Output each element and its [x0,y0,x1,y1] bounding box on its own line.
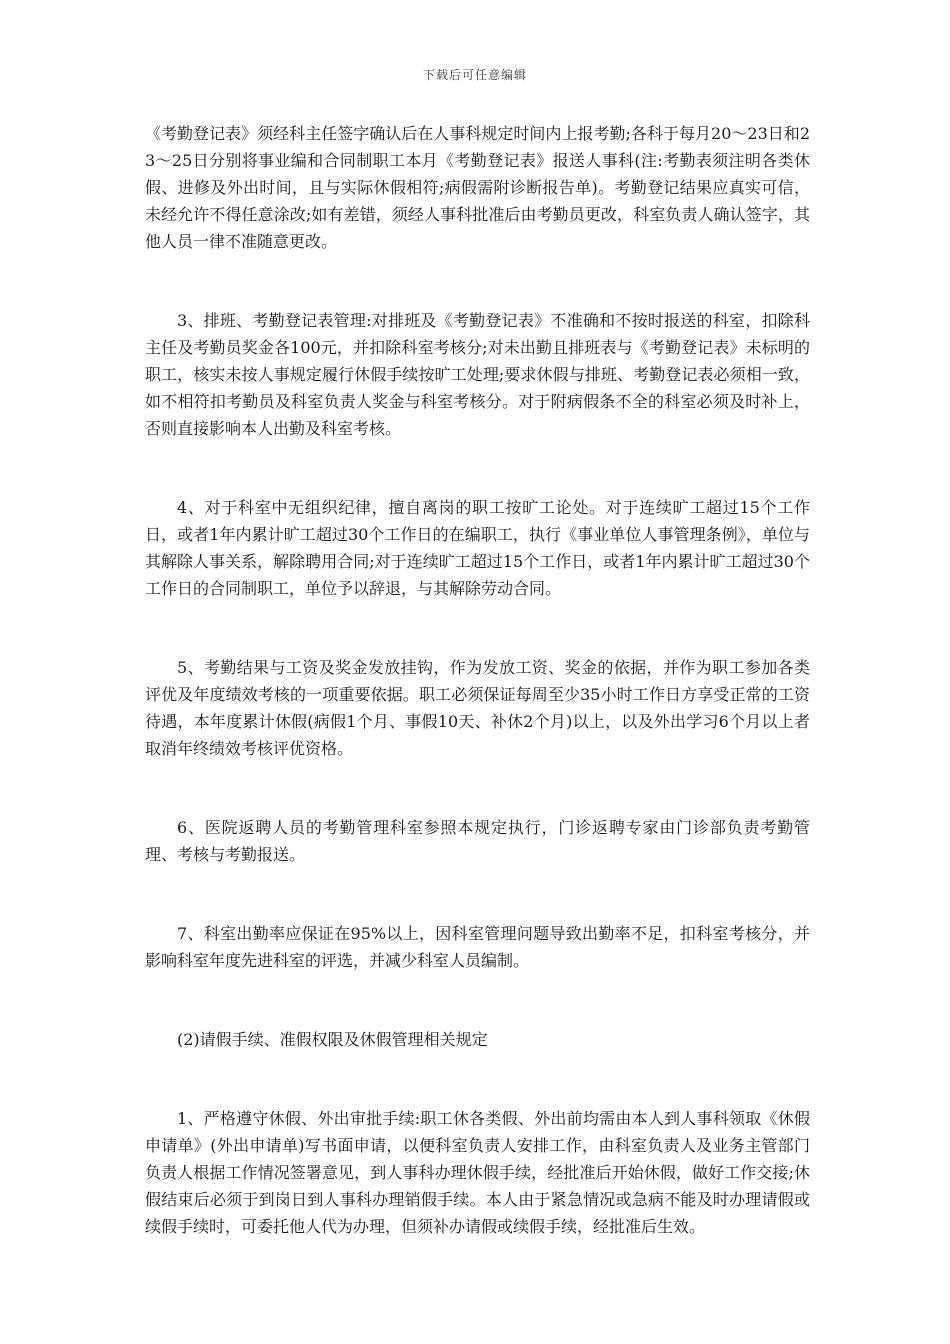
paragraph-item-5-salary-link: 5、考勤结果与工资及奖金发放挂钩，作为发放工资、奖金的依据，并作为职工参加各类评优及年度绩效考核的一项重要依据。职工必须保证每周至少35小时工作日方享受正常的工资待遇，本年度累计休假(病假1个月、事假10天、补休2个月)以上，以及外出学习6个月以上者取消年终绩效考核评优资格。 [145,658,810,758]
paragraph-item-1-leave-approval: 1、严格遵守休假、外出审批手续:职工休各类假、外出前均需由本人到人事科领取《休假申请单》(外出申请单)写书面申请，以便科室负责人安排工作，由科室负责人及业务主管部门负责人根据工作情况签署意见，到人事科办理休假手续，经批准后开始休假，做好工作交接;休假结束后必须于到岗日到人事科办理销假手续。本人由于紧急情况或急病不能及时办理请假或续假手续时，可委托他人代为办理，但须补办请假或续假手续，经批准后生效。 [145,1109,810,1236]
document-body [145,120,810,1240]
paragraph-item-4-absenteeism: 4、对于科室中无组织纪律，擅自离岗的职工按旷工论处。对于连续旷工超过15个工作日，或者1年内累计旷工超过30个工作日的在编职工，执行《事业单位人事管理条例》，单位与其解除人事关系，解除聘用合同;对于连续旷工超过15个工作日，或者1年内累计旷工超过30个工作日的合同制职工，单位予以辞退，与其解除劳动合同。 [145,498,810,598]
section-heading-leave-procedures: (2)请假手续、准假权限及休假管理相关规定 [177,1030,488,1049]
paragraph-item-3-scheduling: 3、排班、考勤登记表管理:对排班及《考勤登记表》不准确和不按时报送的科室，扣除科主任及考勤员奖金各100元，并扣除科室考核分;对未出勤且排班表与《考勤登记表》未标明的职工，核实未按人事规定履行休假手续按旷工处理;要求休假与排班、考勤登记表必须相一致，如不相符扣考勤员及科室负责人奖金与科室考核分。对于附病假条不全的科室必须及时补上，否则直接影响本人出勤及科室考核。 [145,311,810,438]
paragraph-attendance-form: 《考勤登记表》须经科主任签字确认后在人事科规定时间内上报考勤;各科于每月20～23日和23～25日分别将事业编和合同制职工本月《考勤登记表》报送人事科(注:考勤表须注明各类休假、进修及外出时间，且与实际休假相符;病假需附诊断报告单)。考勤登记结果应真实可信，未经允许不得任意涂改;如有差错，须经人事科批准后由考勤员更改，科室负责人确认签字，其他人员一律不准随意更改。 [145,124,810,251]
page-header-note: 下载后可任意编辑 [422,68,527,82]
paragraph-item-7-attendance-rate: 7、科室出勤率应保证在95%以上，因科室管理问题导致出勤率不足，扣科室考核分，并影响科室年度先进科室的评选，并减少科室人员编制。 [145,924,810,970]
paragraph-item-6-rehired-staff: 6、医院返聘人员的考勤管理科室参照本规定执行，门诊返聘专家由门诊部负责考勤管理、考核与考勤报送。 [145,818,810,864]
